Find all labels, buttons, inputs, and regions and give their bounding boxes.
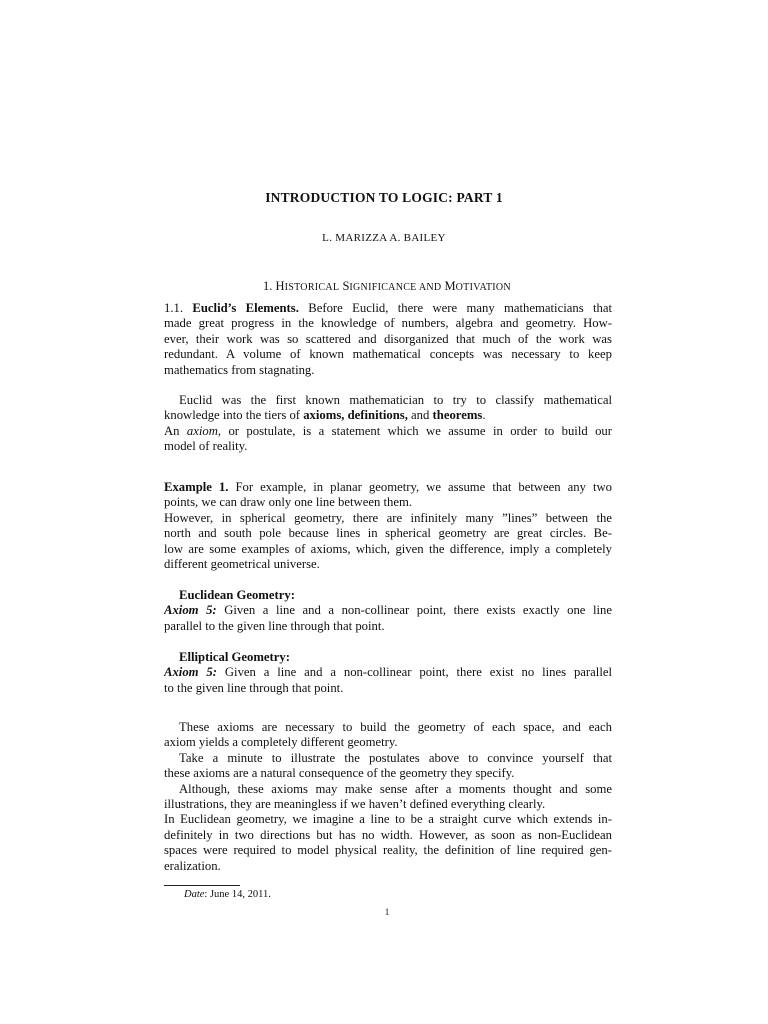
example-line-6: different geometrical universe.: [164, 556, 320, 571]
example-1: [164, 480, 612, 572]
elliptical-line-2: to the given line through that point.: [164, 680, 344, 695]
closing-line-3: Take a minute to illustrate the postulates above to convince yourself that: [179, 750, 612, 765]
section-cap-2: S: [342, 279, 350, 293]
euclidean-heading: [164, 588, 612, 603]
closing-line-4: these axioms are a natural consequence of the geometry they specify.: [164, 766, 515, 781]
subsection-number: 1.1.: [164, 301, 184, 315]
elliptical-heading-text: Elliptical Geometry:: [179, 650, 290, 664]
example-label: Example 1.: [164, 480, 229, 494]
subsection-line-1: [164, 301, 612, 316]
section-number: 1.: [263, 279, 273, 293]
section-cap-3: M: [444, 279, 456, 293]
page-number: 1: [384, 907, 390, 917]
subsection-line-5: mathematics from stagnating.: [164, 362, 315, 377]
para2-line-3: [164, 424, 612, 439]
footnote-date: [184, 889, 271, 900]
elliptical-heading: [164, 650, 612, 665]
paper-title: INTRODUCTION TO LOGIC: PART 1: [265, 190, 503, 205]
para2-italic-axiom: axiom: [186, 423, 218, 438]
para2-text: knowledge into the tiers of: [164, 408, 304, 423]
subsection-line-4: redundant. A volume of known mathematical concepts was necessary to keep: [164, 347, 612, 362]
subsection-heading: Euclid’s Elements.: [192, 301, 299, 315]
section-rest-2: IGNIFICANCE AND: [349, 282, 442, 293]
closing-line-6: illustrations, they are meaningless if we haven’t defined everything clearly.: [164, 796, 546, 811]
para2-bold-axioms: axioms, definitions,: [303, 408, 408, 423]
elliptical-text-1: Given a line and a non-collinear point, there exist no lines parallel: [224, 665, 612, 680]
euclidean-geometry-block: [164, 588, 612, 634]
section-heading: [0, 279, 768, 294]
author-name: L. MARIZZA A. BAILEY: [322, 232, 446, 244]
closing-line-7: In Euclidean geometry, we imagine a line to be a straight curve which extends in-: [164, 812, 612, 827]
euclidean-line-2: parallel to the given line through that point.: [164, 618, 385, 633]
para2-text-and: and: [407, 408, 433, 423]
para2-text-an: An: [164, 423, 187, 438]
subsection-euclids-elements: [164, 301, 612, 378]
closing-line-9: spaces were required to model physical reality, the definition of line required gen-: [164, 843, 612, 858]
example-text-1: For example, in planar geometry, we assume that between any two: [235, 480, 612, 494]
example-line-4: north and south pole because lines in spherical geometry are great circles. Be-: [164, 526, 612, 541]
closing-line-10: eralization.: [164, 858, 221, 873]
closing-line-5: Although, these axioms may make sense after a moments thought and some: [179, 781, 612, 796]
footnote-label: Date: [184, 889, 205, 900]
subsection-text-1: Before Euclid, there were many mathematicians that: [308, 301, 612, 315]
closing-line-8: definitely in two directions but has no width. However, as soon as non-Euclidean: [164, 827, 612, 842]
elliptical-axiom-label: Axiom 5:: [164, 665, 217, 680]
example-line-2: points, we can draw only one line between them.: [164, 495, 413, 510]
para2-bold-theorems: theorems: [432, 408, 483, 423]
para2-text-rest: , or postulate, is a statement which we assume in order to build our: [217, 423, 612, 438]
subsection-line-3: ever, their work was so scattered and disorganized that much of the work was: [164, 331, 612, 346]
elliptical-line-1: [164, 665, 612, 680]
footnote-rule: [164, 885, 240, 886]
para2-period: .: [482, 408, 486, 423]
paragraph-axioms-tiers: [164, 393, 612, 455]
para2-line-2: [164, 408, 612, 423]
elliptical-geometry-block: [164, 650, 612, 696]
euclidean-heading-text: Euclidean Geometry:: [179, 588, 295, 602]
section-rest-3: OTIVATION: [455, 282, 511, 293]
section-rest-1: ISTORICAL: [284, 282, 340, 293]
closing-paragraphs: [164, 720, 612, 874]
subsection-line-2: made great progress in the knowledge of numbers, algebra and geometry. How-: [164, 316, 612, 331]
para2-line-4: model of reality.: [164, 439, 248, 454]
section-cap-1: H: [275, 279, 285, 293]
closing-line-2: axiom yields a completely different geometry.: [164, 735, 398, 750]
example-line-3: However, in spherical geometry, there are infinitely many ”lines” between the: [164, 510, 612, 525]
euclidean-axiom-label: Axiom 5:: [164, 603, 217, 618]
footnote-text: : June 14, 2011.: [204, 889, 271, 900]
euclidean-text-1: Given a line and a non-collinear point, there exists exactly one line: [224, 603, 612, 618]
example-line-5: low are some examples of axioms, which, given the difference, imply a completely: [164, 541, 612, 556]
closing-line-1: These axioms are necessary to build the geometry of each space, and each: [179, 720, 612, 734]
euclidean-line-1: [164, 603, 612, 618]
example-line-1: [164, 480, 612, 495]
para2-line-1: Euclid was the first known mathematician to try to classify mathematical: [179, 393, 612, 407]
